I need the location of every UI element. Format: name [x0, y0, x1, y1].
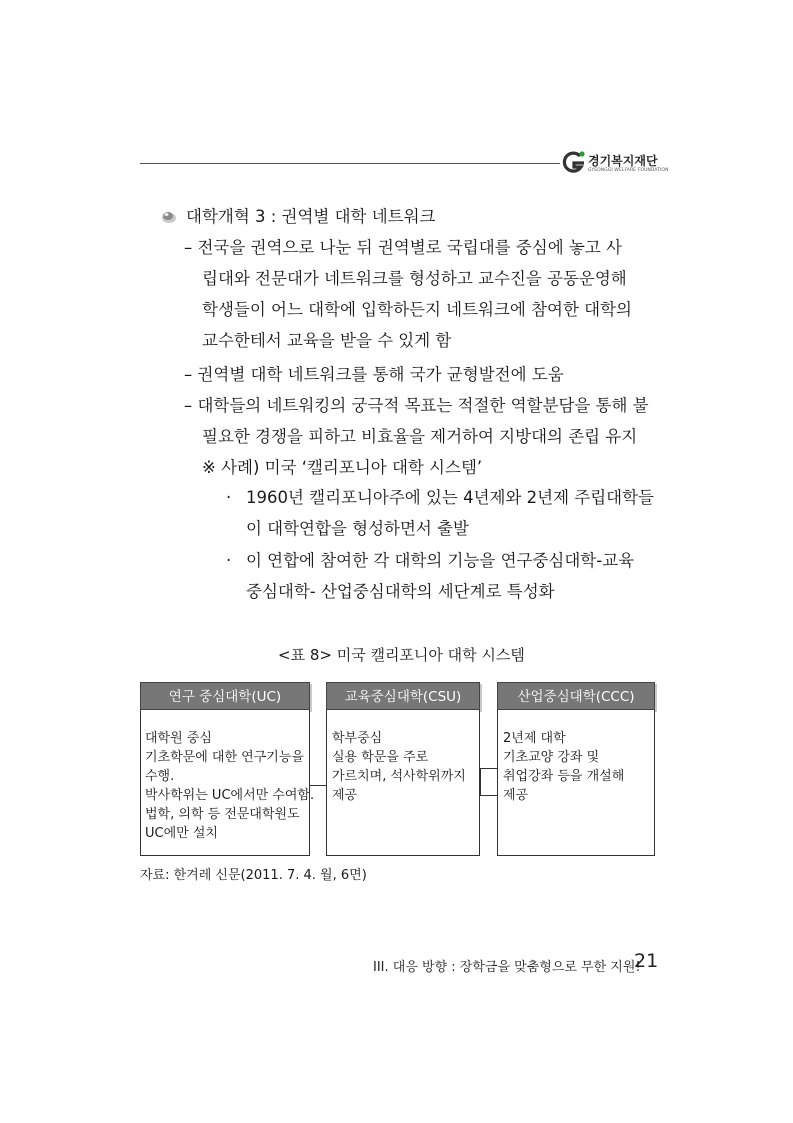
connector-line [480, 768, 497, 769]
body-line: 필요한 경쟁을 피하고 비효율을 제거하여 지방대의 존립 유지 [202, 427, 638, 446]
cell-line: 기초학문에 대한 연구기능을 [145, 750, 304, 765]
connector-line [480, 795, 497, 796]
sub-bullet-dot: · [226, 551, 232, 570]
cell-line: 박사학위는 UC에서만 수여함. [145, 788, 315, 803]
cell-line: 법학, 의학 등 전문대학원도 [145, 807, 300, 822]
column-header-uc: 연구 중심대학(UC) [140, 682, 310, 710]
page-number: 21 [634, 950, 659, 972]
column-header-ccc: 산업중심대학(CCC) [497, 682, 655, 710]
cell-line: 학부중심 [332, 731, 383, 746]
connector-line [310, 785, 326, 786]
table-source: 자료: 한겨레 신문(2011. 7. 4. 월, 6면) [140, 868, 367, 883]
cell-line: 제공 [332, 788, 358, 803]
header-rule [140, 163, 560, 164]
logo-text: 경기복지재단 [588, 154, 658, 168]
body-line: 립대와 전문대가 네트워크를 형성하고 교수진을 공동운영해 [202, 269, 627, 288]
body-line: 중심대학- 산업중심대학의 세단계로 특성화 [246, 582, 555, 601]
section-heading: 대학개혁 3 : 권역별 대학 네트워크 [186, 207, 436, 226]
body-line: 1960년 캘리포니아주에 있는 4년제와 2년제 주립대학들 [246, 488, 654, 507]
bullet-icon [160, 208, 178, 224]
cell-line: 취업강좌 등을 개설해 [503, 769, 625, 784]
body-line: 이 대학연합을 형성하면서 출발 [246, 519, 469, 538]
cell-line: 대학원 중심 [145, 731, 212, 746]
body-line: – 대학들의 네트워킹의 궁극적 목표는 적절한 역할분담을 통해 불 [184, 396, 649, 415]
body-line: 교수한테서 교육을 받을 수 있게 함 [202, 331, 452, 350]
cell-line: UC에만 설치 [145, 826, 218, 841]
cell-line: 2년제 대학 [503, 731, 566, 746]
footer-chapter: III. 대응 방향 : 장학금을 맞춤형으로 무한 지원! [373, 960, 641, 975]
cell-line: 가르치며, 석사학위까지 [332, 769, 466, 784]
cell-line: 실용 학문을 주로 [332, 750, 429, 765]
sub-bullet-dot: · [226, 488, 232, 507]
logo-subtext: GYEONGGI WELFARE FOUNDATION [588, 168, 669, 173]
example-line: ※ 사례) 미국 ‘캘리포니아 대학 시스템’ [202, 458, 483, 477]
table-caption: <표 8> 미국 캘리포니아 대학 시스템 [278, 646, 525, 664]
column-header-csu: 교육중심대학(CSU) [326, 682, 480, 710]
connector-line [480, 768, 481, 796]
foundation-logo [562, 150, 669, 178]
foundation-logo-icon [562, 150, 586, 176]
cell-line: 제공 [503, 788, 529, 803]
cell-line: 수행. [145, 769, 175, 784]
cell-line: 기초교양 강좌 및 [503, 750, 600, 765]
body-line: 학생들이 어느 대학에 입학하든지 네트워크에 참여한 대학의 [202, 300, 632, 319]
body-line: – 권역별 대학 네트워크를 통해 국가 균형발전에 도움 [184, 365, 564, 384]
body-line: – 전국을 권역으로 나눈 뒤 권역별로 국립대를 중심에 놓고 사 [184, 238, 622, 257]
body-line: 이 연합에 참여한 각 대학의 기능을 연구중심대학-교육 [246, 551, 635, 570]
